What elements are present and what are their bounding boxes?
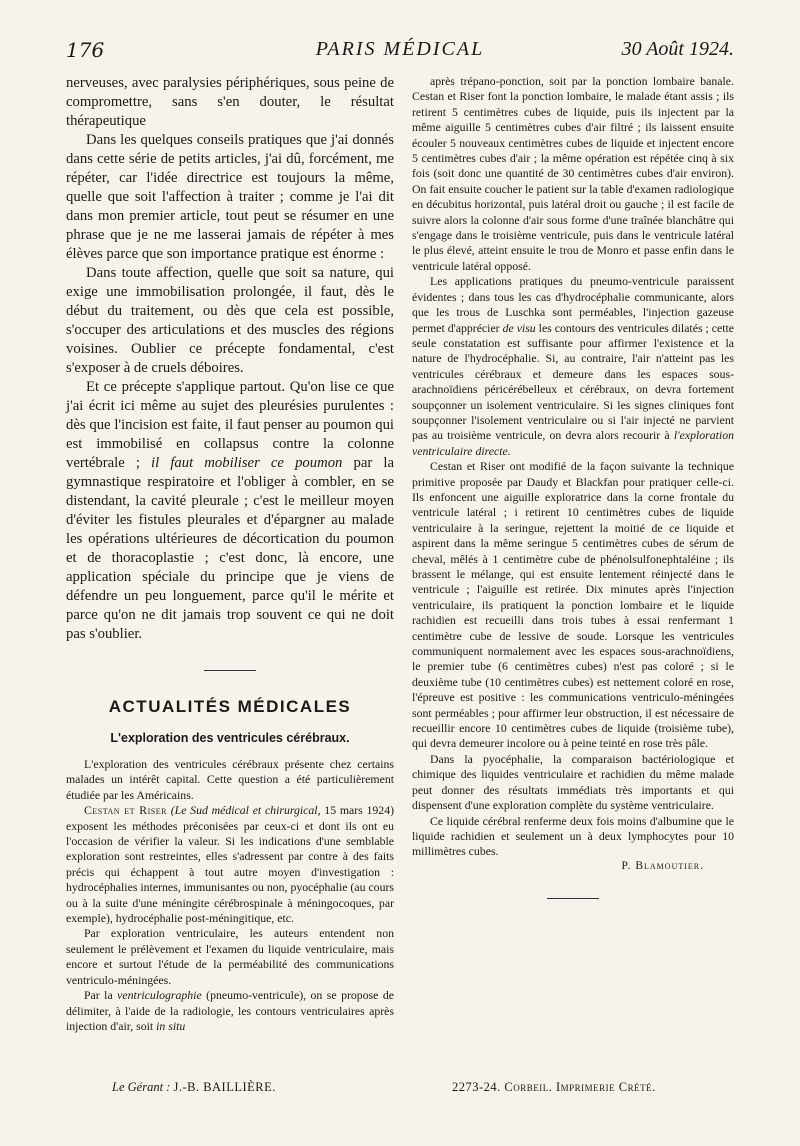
emphasis-text: in situ	[156, 1018, 186, 1033]
paragraph	[66, 988, 394, 1034]
citation: (Le Sud médical et chirurgical,	[170, 803, 321, 818]
paragraph-text: (pneumo-ventricule), on se propose de délimiter, à l'aide de la radiologie, les contours ventriculaires après injection d'air, soit	[66, 988, 395, 1033]
manager-name: J.-B. BAILLIÈRE.	[173, 1080, 276, 1094]
journal-title: PARIS MÉDICAL	[315, 38, 485, 60]
manager-credit	[112, 1080, 276, 1095]
paragraph	[66, 378, 394, 644]
left-column	[66, 74, 394, 1034]
paragraph-text: Les applications pratiques du pneumo-ventricule paraissent évidentes ; dans tous les cas d'hydrocéphalie communicante, alors que les trous de Luschka sont perméables, l'injection gazeuse permet d'apprécier	[412, 274, 734, 335]
paragraph: L'exploration des ventricules cérébraux présente chez certains malades un intérêt capital. Cette question a été particulièrement étudiée par les Américains.	[66, 757, 394, 802]
emphasis-text: de visu	[502, 320, 536, 335]
emphasis-text: l'exploration ventriculaire directe.	[412, 428, 735, 458]
section-title: ACTUALITÉS MÉDICALES	[108, 697, 352, 716]
issue-date: 30 Août 1924.	[621, 38, 734, 60]
paragraph: Par exploration ventriculaire, les auteurs entendent non seulement le prélèvement et l'examen du liquide ventriculaire, mais encore et surtout l'étude de la perméabilité des communications ventriculo-méningées.	[66, 926, 394, 987]
emphasis-text: ventriculographie	[117, 988, 202, 1003]
page-footer	[0, 1080, 800, 1104]
page-number: 176	[66, 38, 105, 62]
paragraph	[412, 274, 734, 459]
author-signature: P. Blamoutier.	[621, 859, 704, 872]
right-column	[412, 74, 734, 899]
paragraph: nerveuses, avec paralysies périphériques, sous peine de compromettre, sans s'en douter, le résultat thérapeutique	[66, 75, 394, 129]
paragraph: après trépano-ponction, soit par la ponction lombaire banale. Cestan et Riser font la ponction lombaire, le malade étant assis ; ils retirent 5 centimètres cubes de liquide, puis ils injectent par la même aiguille 5 centimètres cubes d'air filtré ; ils laissent ensuite écouler 5 nouveaux centimètres cubes de liquide et injectent encore 5 centimètres cubes d'air ; la même opération est répétée cinq à six fois (soit donc une quantité de 30 centimètres cubes d'air environ). On fait ensuite coucher le patient sur la table d'examen radiologique en décubitus horizontal, puis latéral droit ou gauche ; il est facile de suivre alors la colonne d'air sous forme d'une traînée blanchâtre qui s'engage dans le troisième ventricule, puis dans le ventricule latéral le plus élevé, atteint ensuite le trou de Monro et passe enfin dans le ventricule latéral opposé.	[412, 74, 734, 273]
article-body-continued	[412, 74, 734, 860]
paragraph: Cestan et Riser ont modifié de la façon suivante la technique primitive proposée par Daudy et Blackfan pour pratiquer celle-ci. Ils enfoncent une aiguille exploratrice dans la corne frontale du ventricule latéral ; i retirent 10 centimètres cubes de liquide ventriculaire à la seringue, rejettent la moitié de ce liquide et aspirent dans la même seringue 5 centimètres cubes de sérum de cheval, mêlés à 1 centimètre cube de phénolsulfonephtaléine ; ils brassent le mélange, qui est ensuite lentement réinjecté dans le ventricule ; l'aiguille est retirée. Dix minutes après l'injection ventriculaire, ils pratiquent la ponction lombaire et le liquide rachidien est recueilli dans trois tubes à essai renfermant 1 centimètre cube de lessive de soude. Lorsque les ventricules communiquent normalement avec les espaces sous-arachnoïdiens, le premier tube (6 centimètres cubes) n'est pas coloré ; si le deuxième tube (10 centimètres cubes) est nettement coloré en rose, l'épreuve est positive : les communications ventriculo-méningées sont perméables ; pour affirmer leur obstruction, il est nécessaire de recueillir encore 10 centimètres cubes de liquide (troisième tube), qui devra demeurer incolore ou à peine teinté en rose très pâle.	[412, 459, 734, 751]
paragraph-text: les contours des ventricules dilatés ; cette seule constatation est suffisante pour affirmer l'existence et la nature de l'hydrocéphalie. Si, au contraire, l'air n'atteint pas les ventricules cérébraux et demeure dans les espaces sous-arachnoïdiens péricérébelleux et cérébraux, on devra fortement soupçonner un isolement ventriculaire. Si les signes cliniques font soupçonner l'isolement ventriculaire ou si l'air injecté ne parvient pas au troisième ventricule, on devra alors recourir à	[412, 320, 734, 443]
paragraph-text: Et ce précepte s'applique partout. Qu'on lise ce que j'ai écrit ici même au sujet des pleurésies purulentes : dès que l'incision est faite, il faut penser au poumon qui est immobilisé en collapsus contre la colonne vertébrale ;	[66, 379, 394, 471]
paragraph-text: 15 mars 1924) exposent les méthodes préconisées par ceux-ci et dont ils ont eu l'occasion de vérifier la valeur. Si les indications d'une semblable exploration sont restreintes, elles s'adressent par contre à des faits précis qui échappent à tout autre moyen d'investigation : hydrocéphalies internes, immunisantes ou non, pyocéphalie (au cours ou à la suite d'une méningite cérébrospinale à méningocoques, par exemple), hydrocéphalie post-méningitique, etc.	[66, 803, 395, 926]
emphasis-text: il faut mobiliser ce poumon	[151, 455, 343, 471]
author-names: Cestan et Riser	[84, 803, 167, 818]
article-title: L'exploration des ventricules cérébraux.	[110, 731, 350, 745]
paragraph-text: par la gymnastique respiratoire et l'obliger à combler, en se distendant, la cavité pleurale ; c'est le meilleur moyen d'éviter les fistules pleurales et d'épargner au malade les opérations ultérieures de décortication du poumon et de thoracoplastie ; c'est donc, là encore, une application spéciale du principe que je viens de défendre un peu longuement, parce qu'il le mérite et parce qu'on ne dit jamais trop souvent ce qui ne doit pas s'oublier.	[66, 455, 395, 642]
printer-line: 2273-24. Corbeil. Imprimerie Crété.	[452, 1080, 656, 1094]
paragraph-text: Par la	[84, 988, 113, 1003]
page-header	[0, 0, 800, 70]
paragraph: Ce liquide cérébral renferme deux fois moins d'albumine que le liquide rachidien et seulement un à deux lymphocytes pour 10 millimètres cubes.	[412, 813, 734, 859]
paragraph	[66, 803, 394, 926]
manager-label: Le Gérant :	[112, 1080, 171, 1094]
divider	[547, 898, 599, 899]
article-body	[66, 757, 394, 1034]
continued-article	[66, 74, 394, 644]
paragraph: Dans toute affection, quelle que soit sa nature, qui exige une immobilisation prolongée, il faut, dès le début du traitement, ou dès que cela est possible, s'occuper des articulations et des muscles des régions voisines. Oublier ce précepte fondamental, c'est s'exposer à de cruels déboires.	[66, 265, 394, 376]
paragraph: Dans la pyocéphalie, la comparaison bactériologique et chimique des liquides ventriculaire et rachidien du même malade peut donner des résultats immédiats très importants et qui dispensent d'une exploration complète du système ventriculaire.	[412, 751, 734, 813]
paragraph: Dans les quelques conseils pratiques que j'ai donnés dans cette série de petits articles, j'ai dû, forcément, me répéter, car l'idée directrice est toujours la même, quelle que soit l'affection à traiter ; comme je l'ai dit dans mon premier article, tout peut se résumer en une phrase que je ne me lasserai jamais de répéter à mes élèves parce que son importance pratique est énorme :	[66, 132, 394, 262]
